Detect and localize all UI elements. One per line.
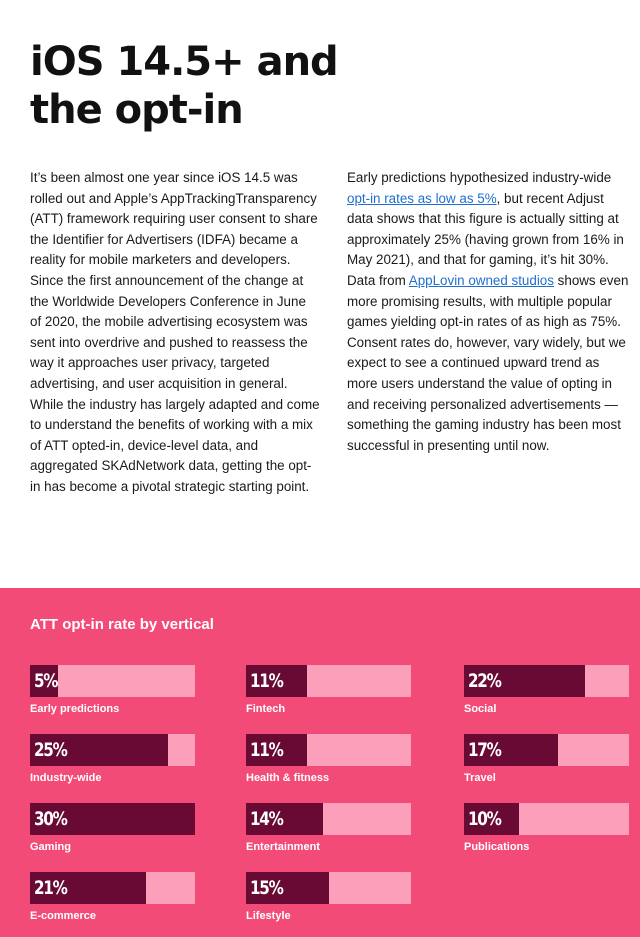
bar-category-label: Entertainment <box>246 841 320 853</box>
bar-item <box>464 734 629 784</box>
bar-value-label: 11% <box>250 670 283 692</box>
paragraph-text: , but recent Adjust data shows that this figure is actually sitting at approximately 25% (having grown from 16% in May 2021), and that for gaming, it’s hit 30%. Data from <box>347 190 624 288</box>
applovin-studios-link[interactable]: AppLovin owned studios <box>408 272 554 288</box>
paragraph-text: shows even more promising results, with multiple popular games yielding opt-in rates of as high as 75%. Consent rates do, however, vary widely, but we expect to see a continued upward trend as more users understand the value of opting in and receiving personalized advertisements — something the gaming industry has been most successful in presenting until now. <box>347 272 629 453</box>
bar-track <box>246 803 411 835</box>
bar-item <box>30 803 195 853</box>
bar-track <box>30 665 195 697</box>
bar-track <box>464 734 629 766</box>
bar-value-label: 14% <box>250 808 283 830</box>
bar-category-label: Health & fitness <box>246 772 330 784</box>
bar-value-label: 22% <box>468 670 501 692</box>
bar-item <box>464 803 629 853</box>
bar-category-label: Fintech <box>246 703 286 715</box>
bar-item <box>246 734 411 784</box>
bar-category-label: E-commerce <box>30 910 97 922</box>
bar-category-label: Travel <box>464 772 496 784</box>
bar-track <box>246 665 411 697</box>
bar-track <box>246 872 411 904</box>
paragraph-text: Early predictions hypothesized industry-wide <box>347 170 612 185</box>
bar-category-label: Publications <box>464 841 530 853</box>
bar-item <box>246 665 411 715</box>
bar-item <box>30 734 195 784</box>
bar-category-label: Industry-wide <box>30 772 102 784</box>
bar-value-label: 11% <box>250 739 283 761</box>
chart-title: ATT opt-in rate by vertical <box>30 616 214 633</box>
bar-item <box>246 872 411 922</box>
bar-track <box>246 734 411 766</box>
opt-in-rates-link[interactable]: opt-in rates as low as 5% <box>347 190 497 206</box>
bar-track <box>30 734 195 766</box>
bar-value-label: 15% <box>250 877 283 899</box>
bar-value-label: 25% <box>34 739 67 761</box>
bar-track <box>464 665 629 697</box>
bar-item <box>246 803 411 853</box>
intro-paragraph: It’s been almost one year since iOS 14.5 was rolled out and Apple’s AppTrackingTransparency (ATT) framework requiring user consent to share the Identifier for Advertisers (IDFA) became a reality for mobile marketers and developers. Since the first announcement of the change at the Worldwide Developers Conference in June of 2020, the mobile advertising ecosystem was sent into overdrive and pushed to reassess the way it approaches user privacy, targeted advertising, and user acquisition in general. While the industry has largely adapted and come to understand the benefits of working with a mix of ATT opted-in, device-level data, and aggregated SKAdNetwork data, getting the opt-in has become a pivotal strategic starting point. <box>30 170 320 494</box>
bar-track <box>464 803 629 835</box>
bar-value-label: 10% <box>468 808 501 830</box>
bar-item <box>30 872 195 922</box>
bar-value-label: 21% <box>34 877 67 899</box>
bar-value-label: 30% <box>34 808 67 830</box>
bar-value-label: 5% <box>34 670 58 692</box>
bar-category-label: Gaming <box>30 841 71 853</box>
bar-category-label: Lifestyle <box>246 910 291 922</box>
bar-track <box>30 803 195 835</box>
bar-item <box>464 665 629 715</box>
predictions-paragraph <box>347 168 630 456</box>
opt-in-rate-chart <box>0 588 640 937</box>
page-title: iOS 14.5+ and the opt-in <box>30 39 338 133</box>
bar-value-label: 17% <box>468 739 501 761</box>
bar-item <box>30 665 195 715</box>
bar-category-label: Early predictions <box>30 703 120 715</box>
bar-category-label: Social <box>464 703 497 715</box>
bar-track <box>30 872 195 904</box>
